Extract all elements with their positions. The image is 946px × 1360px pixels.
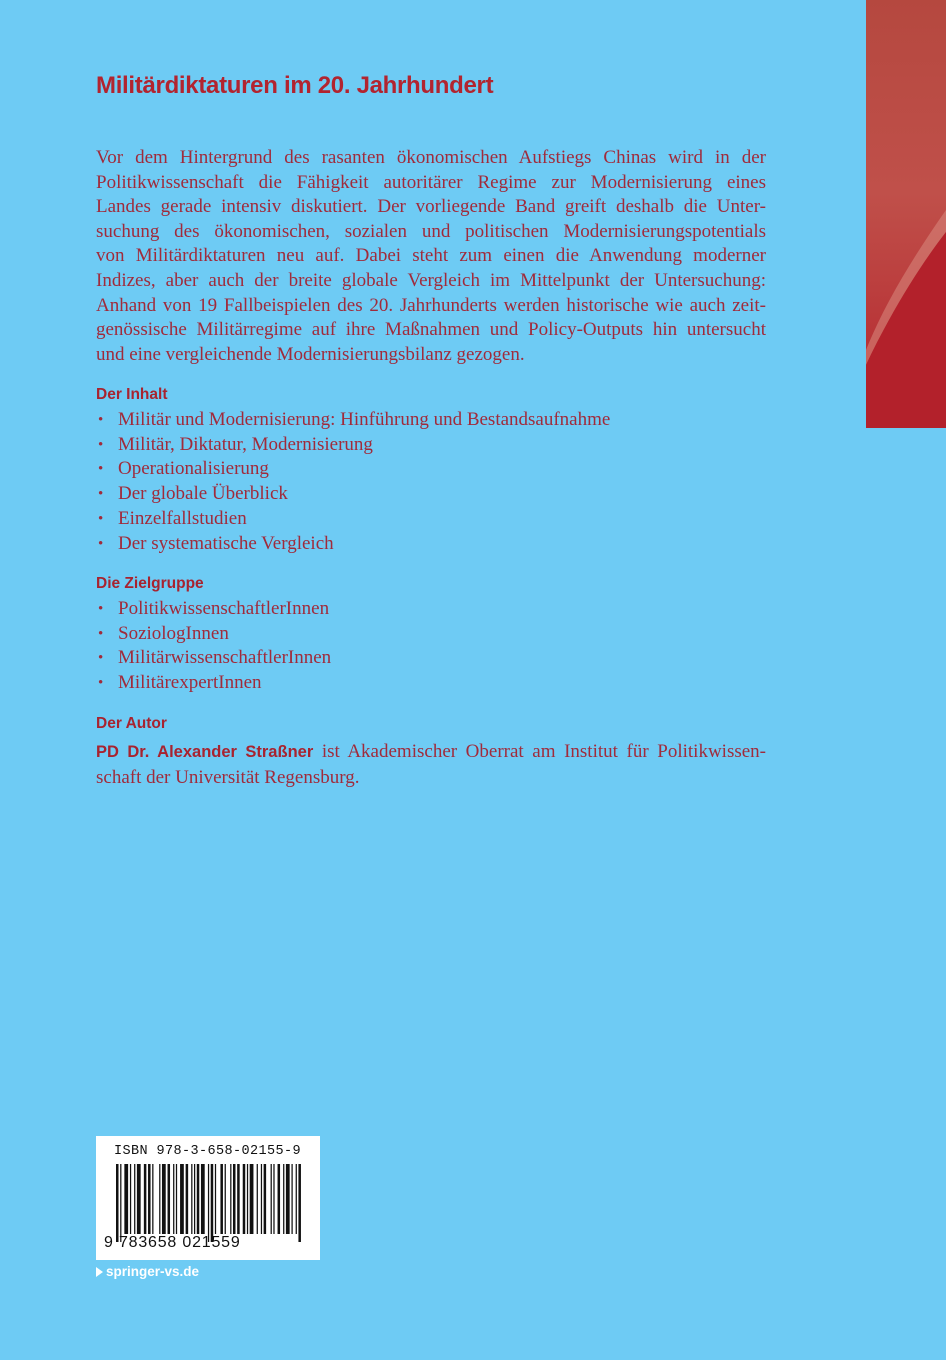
list-item	[96, 597, 331, 622]
list-item	[96, 482, 610, 507]
barcode-bar	[211, 1164, 214, 1242]
intro-line: Landes gerade intensiv diskutiert. Der vorliegende Band greift deshalb die Unter-	[96, 196, 766, 218]
list-item-text: MilitärexpertInnen	[118, 672, 262, 694]
barcode-bar	[225, 1164, 226, 1234]
barcode-bar	[230, 1164, 231, 1234]
barcode-bar	[124, 1164, 128, 1234]
barcode-bar	[194, 1164, 195, 1234]
list-item-text: Militär, Diktatur, Modernisierung	[118, 433, 373, 455]
list-item	[96, 646, 331, 671]
bullet-icon: •	[98, 650, 104, 667]
author-name: PD Dr. Alexander Straßner	[96, 743, 314, 761]
audience-heading: Die Zielgruppe	[96, 575, 204, 592]
barcode-bar	[191, 1164, 192, 1234]
barcode-bar	[215, 1164, 216, 1234]
list-item	[96, 408, 610, 433]
corner-color-band	[866, 0, 946, 428]
list-item-text: Der globale Überblick	[118, 483, 288, 505]
bullet-icon: •	[98, 486, 104, 503]
barcode-bar	[180, 1164, 184, 1234]
barcode-bar	[286, 1164, 290, 1234]
list-item-text: Einzelfallstudien	[118, 507, 247, 529]
barcode-bar	[159, 1164, 160, 1234]
barcode-bar	[291, 1164, 292, 1234]
barcode-digits: 9 783658 021559	[104, 1234, 241, 1251]
bullet-icon: •	[98, 535, 104, 552]
contents-heading: Der Inhalt	[96, 386, 168, 403]
barcode-bar	[116, 1164, 119, 1242]
intro-paragraph	[96, 146, 766, 367]
barcode-bar	[162, 1164, 166, 1234]
list-item	[96, 622, 331, 647]
barcode-bar	[298, 1164, 301, 1242]
barcode-bar	[250, 1164, 254, 1234]
barcode-bar	[152, 1164, 153, 1234]
author-heading: Der Autor	[96, 715, 167, 732]
list-item-text: MilitärwissenschaftlerInnen	[118, 647, 332, 669]
book-title: Militärdiktaturen im 20. Jahrhundert	[96, 72, 494, 99]
barcode-bar	[237, 1164, 240, 1234]
author-bio-text: ist Akademischer Oberrat am Institut für Politikwissen-	[313, 741, 766, 762]
list-item-text: Militär und Modernisierung: Hinführung und Bestandsaufnahme	[118, 409, 611, 430]
barcode-bar	[271, 1164, 272, 1234]
barcode-bar	[243, 1164, 246, 1234]
intro-line: von Militärdiktaturen neu auf. Dabei steht zum einen die Anwendung moderner	[96, 245, 766, 267]
barcode-bar	[283, 1164, 284, 1234]
barcode-bar	[273, 1164, 274, 1234]
bullet-icon: •	[98, 412, 104, 428]
author-bio-line: schaft der Universität Regensburg.	[96, 767, 360, 788]
bullet-icon: •	[98, 601, 104, 617]
intro-line: Indizes, aber auch der breite globale Vergleich im Mittelpunkt der Untersuchung:	[96, 269, 766, 291]
barcode-bar	[134, 1164, 135, 1234]
list-item	[96, 671, 331, 696]
list-item-text: SoziologInnen	[118, 622, 229, 644]
list-item	[96, 457, 610, 482]
publisher-website[interactable]	[96, 1264, 199, 1279]
contents-list	[96, 408, 610, 556]
intro-line: und eine vergleichende Modernisierungsbilanz gezogen.	[96, 343, 525, 365]
barcode-bar	[130, 1164, 131, 1234]
intro-line: Anhand von 19 Fallbeispielen des 20. Jahrhunderts werden historische wie auch zeit-	[96, 294, 766, 316]
barcode-bar	[201, 1164, 205, 1234]
barcode-bar	[137, 1164, 141, 1234]
arrow-right-icon	[96, 1267, 103, 1277]
barcode-bar	[173, 1164, 174, 1234]
barcode-bar	[176, 1164, 177, 1234]
audience-list	[96, 597, 331, 696]
intro-line: Politikwissenschaft die Fähigkeit autoritärer Regime zur Modernisierung eines	[96, 171, 766, 193]
barcode-bar	[264, 1164, 267, 1234]
barcode-bar	[278, 1164, 281, 1234]
barcode-bar	[144, 1164, 147, 1234]
intro-line: suchung des ökonomischen, sozialen und politischen Modernisierungspotentials	[96, 220, 766, 242]
barcode-bar	[261, 1164, 262, 1234]
barcode-bar	[233, 1164, 236, 1234]
barcode-bar	[197, 1164, 200, 1234]
list-item-text: Operationalisierung	[118, 458, 269, 480]
list-item	[96, 433, 610, 458]
barcode-bar	[247, 1164, 248, 1234]
list-item-text: PolitikwissenschaftlerInnen	[118, 598, 330, 619]
bullet-icon: •	[98, 436, 104, 453]
barcode-bar	[296, 1164, 297, 1234]
isbn-barcode	[96, 1136, 320, 1260]
bullet-icon: •	[98, 510, 104, 527]
website-text: springer-vs.de	[106, 1264, 200, 1279]
barcode-bar	[120, 1164, 121, 1242]
barcode-bar	[208, 1164, 209, 1242]
list-item	[96, 532, 610, 557]
list-item-text: Der systematische Vergleich	[118, 532, 334, 554]
list-item	[96, 507, 610, 532]
author-bio-line	[96, 739, 766, 765]
barcode-bar	[186, 1164, 189, 1234]
bullet-icon: •	[98, 625, 104, 642]
barcode-bar	[148, 1164, 151, 1234]
barcode-bar	[220, 1164, 223, 1234]
bullet-icon: •	[98, 461, 104, 478]
barcode-bar	[168, 1164, 171, 1234]
barcode-bar	[257, 1164, 258, 1234]
intro-line: genössische Militärregime auf ihre Maßnahmen und Policy-Outputs hin untersucht	[96, 319, 766, 341]
intro-line: Vor dem Hintergrund des rasanten ökonomischen Aufstiegs Chinas wird in der	[96, 147, 766, 168]
isbn-label: ISBN 978-3-658-02155-9	[114, 1144, 302, 1159]
author-bio	[96, 739, 766, 790]
bullet-icon: •	[98, 675, 104, 692]
